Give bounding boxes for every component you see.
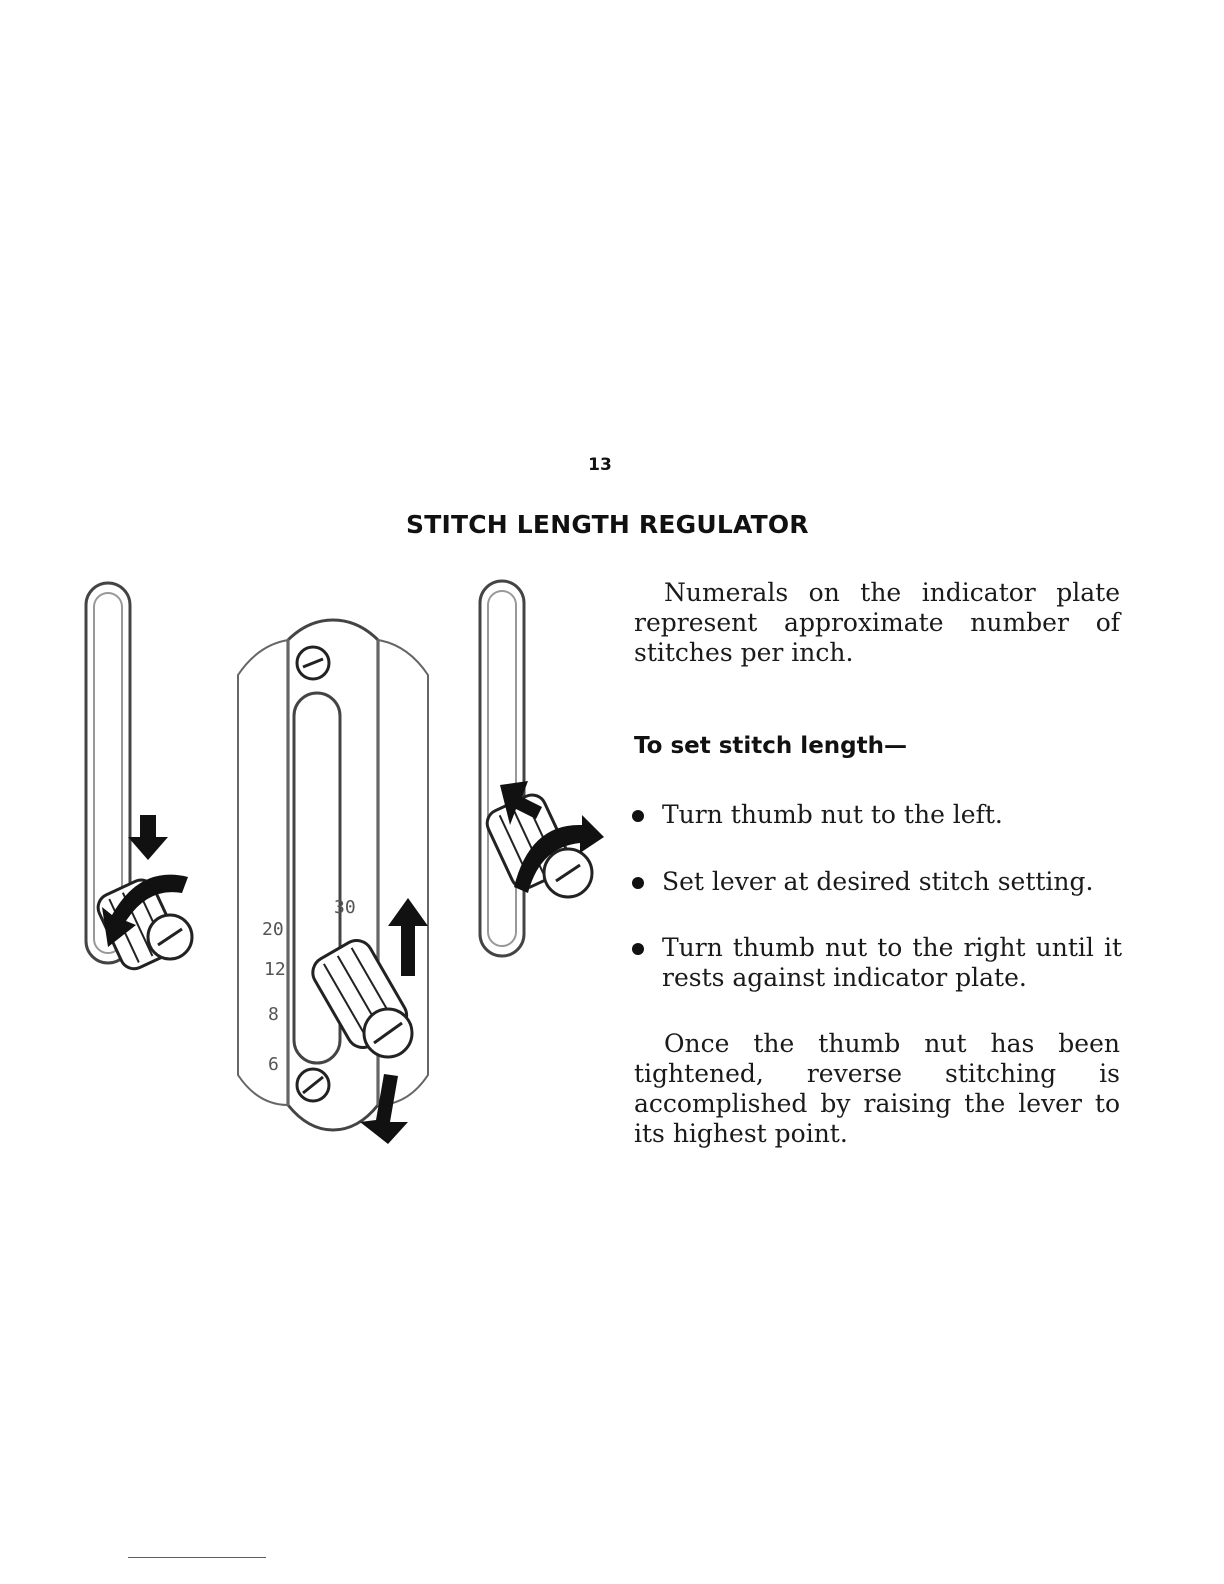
list-item xyxy=(632,933,1122,993)
page-number: 13 xyxy=(588,455,612,475)
closing-paragraph: Once the thumb nut has been tightened, reverse stitching is accomplished by raising the lever to its highest point. xyxy=(634,1029,1120,1148)
plate-numeral: 20 xyxy=(262,919,284,940)
bullet-icon xyxy=(632,810,644,822)
step-text: Set lever at desired stitch setting. xyxy=(662,867,1094,896)
indicator-plate xyxy=(288,620,378,1130)
arrow-down-icon xyxy=(128,815,168,860)
thumb-nut-left-illustration xyxy=(70,575,220,975)
lever-slot xyxy=(480,581,524,956)
indicator-plate-illustration xyxy=(228,615,438,1145)
intro-paragraph: Numerals on the indicator plate represent approximate number of stitches per inch. xyxy=(634,578,1120,667)
bullet-icon xyxy=(632,943,644,955)
plate-numeral: 6 xyxy=(268,1054,279,1075)
arrow-up-icon xyxy=(383,898,433,978)
bullet-icon xyxy=(632,877,644,889)
plate-numeral: 30 xyxy=(334,897,356,918)
list-item xyxy=(632,867,1122,897)
arrow-down-icon xyxy=(358,1072,418,1147)
page-title: STITCH LENGTH REGULATOR xyxy=(406,510,809,539)
list-item xyxy=(632,800,1122,830)
plate-numeral: 12 xyxy=(264,959,286,980)
step-text: Turn thumb nut to the right until it rests against indicator plate. xyxy=(662,933,1122,992)
section-subheading: To set stitch length— xyxy=(634,733,908,759)
plate-numeral: 8 xyxy=(268,1004,279,1025)
thumb-nut-right-illustration xyxy=(470,575,620,965)
footnote-rule xyxy=(128,1557,266,1558)
step-text: Turn thumb nut to the left. xyxy=(662,800,1003,829)
